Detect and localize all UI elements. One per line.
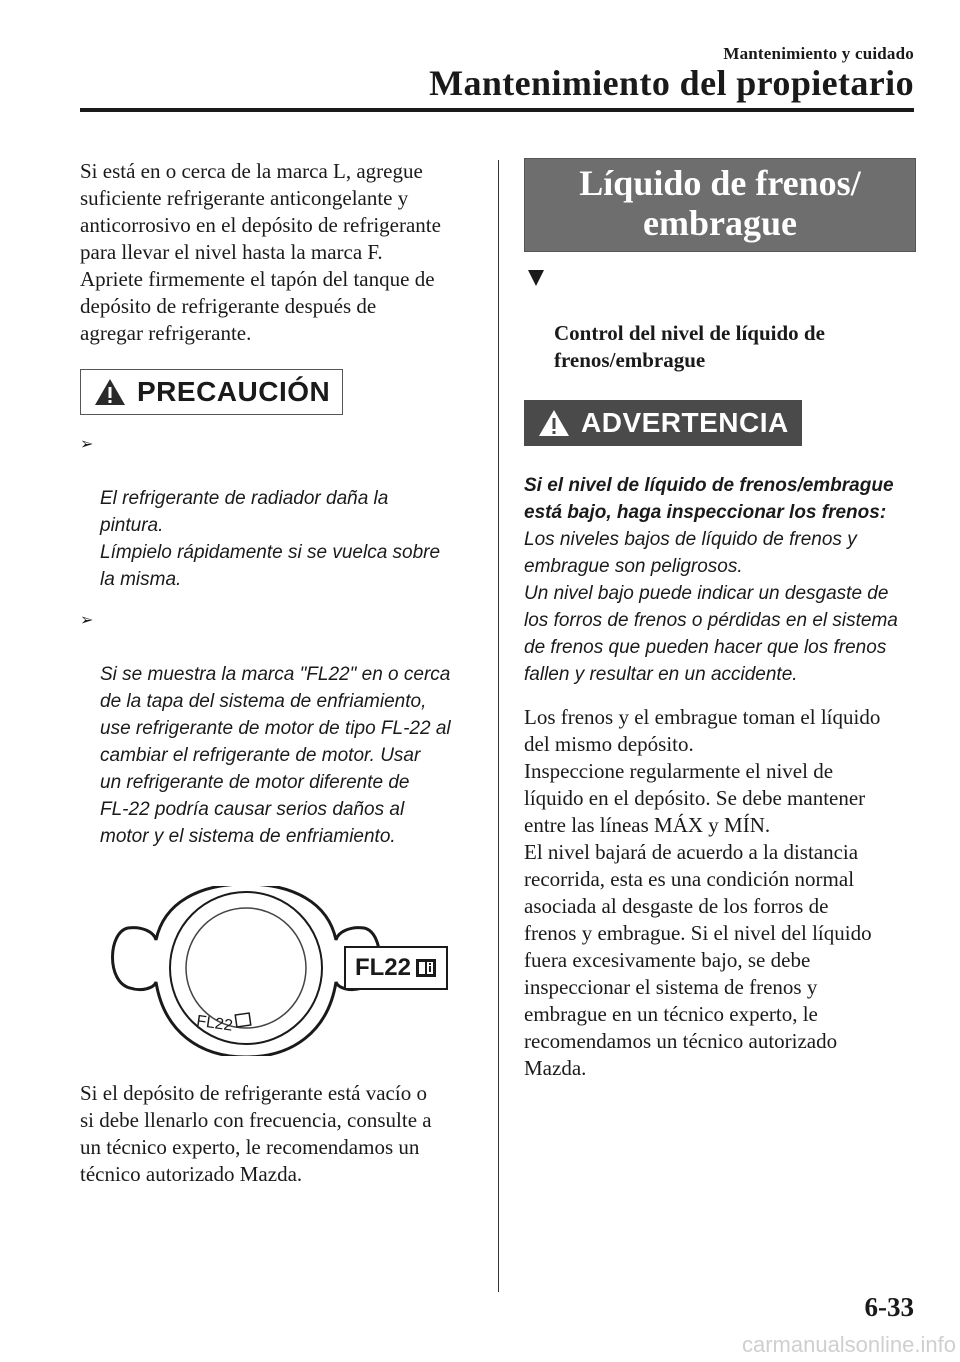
warning-triangle-icon (537, 408, 571, 438)
subheading (524, 266, 916, 374)
caution-item (80, 431, 476, 593)
warning-box-wrap (524, 400, 916, 446)
caution-list (80, 431, 476, 850)
cap-mark: FL22 (195, 1012, 234, 1035)
header-rule (80, 108, 914, 112)
header-section: Mantenimiento y cuidado (723, 44, 914, 63)
warning-box (524, 400, 802, 446)
warning-body-text: Los niveles bajos de líquido de frenos y embrague son peligrosos. Un nivel bajo puede indicar un desgaste de los forros de frenos o pérdidas en el sistema de frenos que pueden hacer que los frenos fallen y resultar en un accidente. (524, 529, 898, 685)
fl22-badge (344, 946, 448, 990)
caution-text: El refrigerante de radiador daña la pintura. Límpielo rápidamente si se vuelca sobre la misma. (100, 488, 441, 590)
watermark: carmanualsonline.info (741, 1332, 956, 1357)
warning-triangle-icon (93, 377, 127, 407)
caution-item (80, 607, 476, 850)
arrow-bullet-icon: ➢ (80, 436, 94, 453)
fl22-badge-label: FL22 (354, 954, 411, 981)
manual-book-icon (415, 957, 437, 979)
caution-box (80, 369, 343, 415)
caution-text: Si se muestra la marca "FL22" en o cerca de la tapa del sistema de enfriamiento, use refrigerante de motor de tipo FL-22 al cambiar el refrigerante de motor. Usar un refrigerante de motor diferente de FL-22 podría causar serios daños al motor y el sistema de enfriamiento. (100, 664, 451, 847)
column-divider (498, 160, 499, 1292)
subheading-text: Control del nivel de líquido de frenos/embrague (554, 321, 825, 372)
body-paragraph: Los frenos y el embrague toman el líquido del mismo depósito. Inspeccione regularmente el nivel de líquido en el depósito. Se debe mantener entre las líneas MÁX y MÍN. El nivel bajará de acuerdo a la distancia recorrida, esta es una condición normal asociada al desgaste de los forros de frenos y embrague. Si el nivel del líquido fuera excesivamente bajo, se debe inspeccionar el sistema de frenos y embrague en un técnico experto, le recomendamos un técnico autorizado Mazda. (524, 705, 881, 1080)
left-column (80, 158, 476, 1188)
caution-box-wrap (80, 369, 476, 415)
right-column (524, 158, 916, 1082)
arrow-bullet-icon: ➢ (80, 612, 94, 629)
triangle-down-icon (528, 270, 544, 286)
intro-paragraph: Si está en o cerca de la marca L, agregue suficiente refrigerante anticongelante y anticorrosivo en el depósito de refrigerante para llevar el nivel hasta la marca F. Apriete firmemente el tapón del tanque de depósito de refrigerante después de agregar refrigerante. (80, 159, 441, 345)
header-title: Mantenimiento del propietario (429, 63, 914, 103)
caution-label: PRECAUCIÓN (137, 376, 331, 407)
page-number: 6-33 (864, 1292, 914, 1322)
section-title-banner: Líquido de frenos/ embrague (524, 158, 916, 252)
warning-label: ADVERTENCIA (581, 407, 789, 438)
radiator-cap-figure (80, 886, 476, 1056)
outro-paragraph: Si el depósito de refrigerante está vacío o si debe llenarlo con frecuencia, consulte a un técnico experto, le recomendamos un técnico autorizado Mazda. (80, 1081, 432, 1186)
warning-bold-text: Si el nivel de líquido de frenos/embrague está bajo, haga inspeccionar los frenos: (524, 475, 894, 523)
